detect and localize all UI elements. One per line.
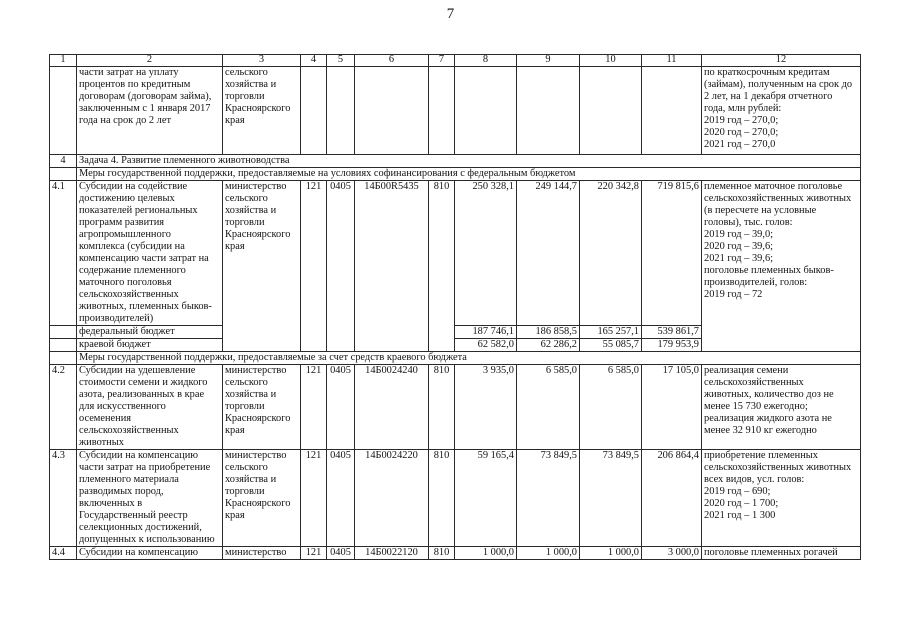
amount-2021: 73 849,5	[580, 450, 642, 547]
code-target: 14Б0024220	[355, 450, 429, 547]
page-number: 7	[446, 6, 455, 22]
amount-2019: 1 000,0	[455, 547, 517, 560]
header-cell: 12	[702, 55, 861, 67]
row-number: 4.3	[50, 450, 77, 547]
code-grbs: 121	[301, 181, 327, 352]
amount-total: 17 105,0	[642, 365, 702, 450]
amount-total: 3 000,0	[642, 547, 702, 560]
header-cell: 8	[455, 55, 517, 67]
header-cell: 9	[517, 55, 580, 67]
header-cell: 4	[301, 55, 327, 67]
expected-result: реализация семени сельскохозяйственных животных, количество доз не менее 15 730 ежегодно; реализация жидкого азота не менее 32 910 кг ежегодно	[702, 365, 861, 450]
code-section: 0405	[327, 365, 355, 450]
amount-2020: 186 858,5	[517, 326, 580, 339]
expected-result: племенное маточное поголовье сельскохозяйственных животных (в пересчете на условные головы), тыс. голов: 2019 год – 39,0; 2020 год – 39,6; 2021 год – 39,6; поголовье племенных быков- производителей, голов: 2019 год – 72	[702, 181, 861, 352]
amount-2021: 220 342,8	[580, 181, 642, 326]
measure-description: Субсидии на компенсацию части затрат на приобретение племенного материала разводимых пород, включенных в Государственный реестр селекционных достижений, допущенных к использованию	[77, 450, 223, 547]
expected-result: по краткосрочным кредитам (займам), полученным на срок до 2 лет, на 1 декабря отчетного года, млн рублей: 2019 год – 270,0; 2020 год – 270,0; 2021 год – 270,0	[702, 67, 861, 155]
row-number: 4.4	[50, 547, 77, 560]
header-cell: 6	[355, 55, 429, 67]
amount-2019: 62 582,0	[455, 339, 517, 352]
column-number-row	[50, 55, 861, 67]
code-expense: 810	[429, 181, 455, 352]
measure-description: Субсидии на удешевление стоимости семени и жидкого азота, реализованных в крае для искусственного осеменения сельскохозяйственных животных	[77, 365, 223, 450]
table-row-4-3	[50, 450, 861, 547]
task-title: Задача 4. Развитие племенного животноводства	[77, 155, 861, 168]
amount-total: 539 861,7	[642, 326, 702, 339]
amount-2019: 59 165,4	[455, 450, 517, 547]
expected-result: поголовье племенных рогачей	[702, 547, 861, 560]
responsible-org: министерство сельского хозяйства и торговли Красноярского края	[223, 450, 301, 547]
section-row	[50, 352, 861, 365]
code-grbs: 121	[301, 365, 327, 450]
header-cell: 1	[50, 55, 77, 67]
header-cell: 5	[327, 55, 355, 67]
code-expense: 810	[429, 450, 455, 547]
amount-2021: 55 085,7	[580, 339, 642, 352]
code-target: 14Б00R5435	[355, 181, 429, 352]
responsible-org: министерство сельского хозяйства и торговли Красноярского края	[223, 181, 301, 352]
measure-description: Субсидии на компенсацию	[77, 547, 223, 560]
code-section: 0405	[327, 547, 355, 560]
section-title-federal: Меры государственной поддержки, предоставляемые на условиях софинансирования с федеральным бюджетом	[77, 168, 861, 181]
responsible-org: сельского хозяйства и торговли Красноярского края	[223, 67, 301, 155]
code-grbs: 121	[301, 450, 327, 547]
row-number: 4.1	[50, 181, 77, 326]
header-cell: 7	[429, 55, 455, 67]
amount-2019: 187 746,1	[455, 326, 517, 339]
task-row	[50, 155, 861, 168]
amount-total: 179 953,9	[642, 339, 702, 352]
amount-2020: 62 286,2	[517, 339, 580, 352]
table-row-4-2	[50, 365, 861, 450]
amount-2020: 73 849,5	[517, 450, 580, 547]
amount-2019: 3 935,0	[455, 365, 517, 450]
measure-description: Субсидии на содействие достижению целевых показателей региональных программ развития агропромышленного комплекса (субсидии на компенсацию части затрат на содержание племенного маточного поголовья сельскохозяйственных животных, племенных быков- производителей)	[77, 181, 223, 326]
code-target: 14Б0022120	[355, 547, 429, 560]
table-row-continued	[50, 67, 861, 155]
section-title-regional: Меры государственной поддержки, предоставляемые за счет средств краевого бюджета	[77, 352, 861, 365]
code-section: 0405	[327, 181, 355, 352]
code-grbs: 121	[301, 547, 327, 560]
expected-result: приобретение племенных сельскохозяйственных животных всех видов, усл. голов: 2019 год – 690; 2020 год – 1 700; 2021 год – 1 300	[702, 450, 861, 547]
header-cell: 11	[642, 55, 702, 67]
header-cell: 10	[580, 55, 642, 67]
responsible-org: министерство сельского хозяйства и торговли Красноярского края	[223, 365, 301, 450]
amount-2019: 250 328,1	[455, 181, 517, 326]
row-number: 4.2	[50, 365, 77, 450]
responsible-org: министерство	[223, 547, 301, 560]
amount-total: 719 815,6	[642, 181, 702, 326]
measure-description: части затрат на уплату процентов по кредитным договорам (договорам займа), заключенным с 1 января 2017 года на срок до 2 лет	[77, 67, 223, 155]
code-section: 0405	[327, 450, 355, 547]
amount-2020: 1 000,0	[517, 547, 580, 560]
table-row-4-1	[50, 181, 861, 326]
program-table	[49, 54, 861, 560]
amount-2021: 6 585,0	[580, 365, 642, 450]
amount-2020: 249 144,7	[517, 181, 580, 326]
budget-label: краевой бюджет	[77, 339, 223, 352]
table-row-4-4	[50, 547, 861, 560]
header-cell: 3	[223, 55, 301, 67]
amount-total: 206 864,4	[642, 450, 702, 547]
code-expense: 810	[429, 547, 455, 560]
section-row	[50, 168, 861, 181]
header-cell: 2	[77, 55, 223, 67]
amount-2021: 1 000,0	[580, 547, 642, 560]
amount-2021: 165 257,1	[580, 326, 642, 339]
budget-label: федеральный бюджет	[77, 326, 223, 339]
code-expense: 810	[429, 365, 455, 450]
code-target: 14Б0024240	[355, 365, 429, 450]
task-number: 4	[50, 155, 77, 168]
amount-2020: 6 585,0	[517, 365, 580, 450]
